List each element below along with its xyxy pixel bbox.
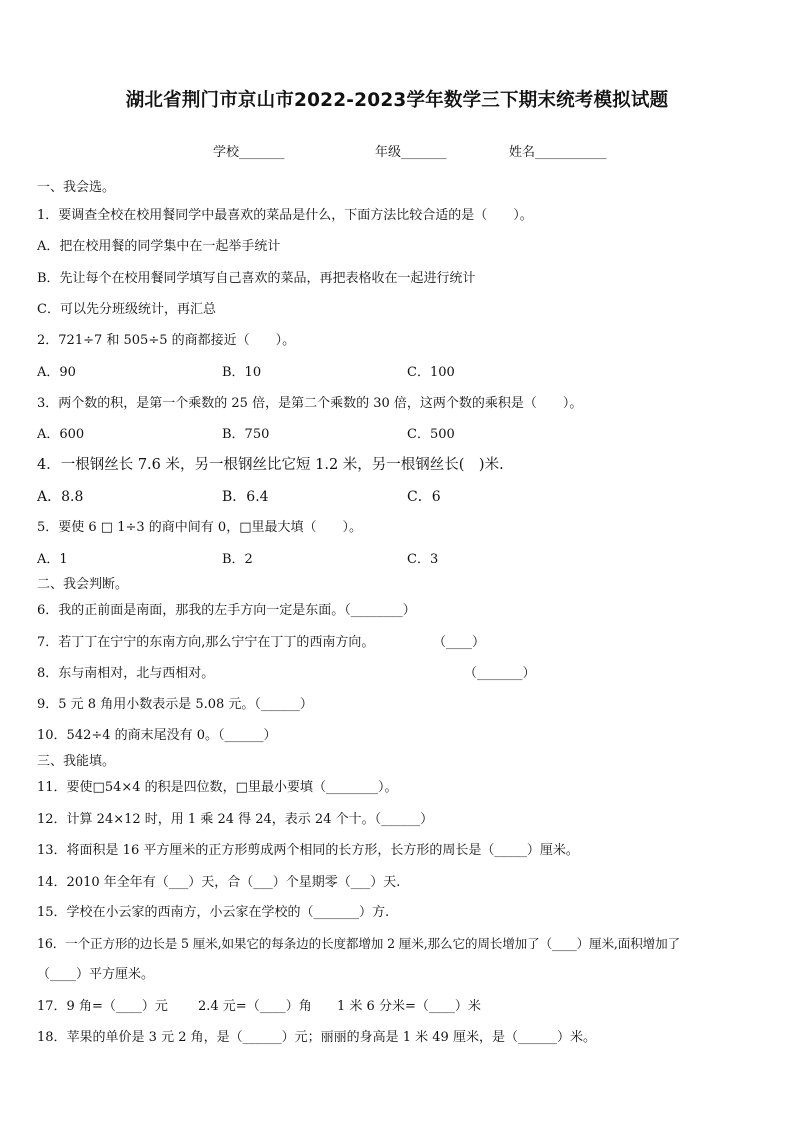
question-6: 6．我的正前面是南面，那我的左手方向一定是东面。（________）: [37, 603, 416, 618]
school-field: 学校_______: [213, 145, 285, 160]
question-16-line-1: 16．一个正方形的边长是 5 厘米,如果它的每条边的长度都增加 2 厘米,那么它的周长增加了（____）厘米,面积增加了: [37, 936, 680, 951]
question-17-part-3: 1 米 6 分米=（____）米: [337, 999, 481, 1014]
question-5-stem: 5．要使 6 □ 1÷3 的商中间有 0，□里最大填（ ）。: [37, 520, 362, 535]
question-11: 11．要使□54×4 的积是四位数，□里最小要填（________）。: [37, 780, 398, 795]
question-3-option-a: A．600: [37, 427, 85, 442]
question-4-option-c: C．6: [407, 489, 441, 505]
question-3-option-b: B．750: [222, 427, 270, 442]
grade-field: 年级_______: [375, 145, 447, 160]
question-14: 14．2010 年全年有（___）天，合（___）个星期零（___）天.: [37, 875, 401, 890]
question-18: 18．苹果的单价是 3 元 2 角，是（______）元；丽丽的身高是 1 米 49 厘米，是（______）米。: [37, 1030, 596, 1045]
question-15: 15．学校在小云家的西南方，小云家在学校的（_______）方.: [37, 905, 390, 920]
question-5-option-b: B．2: [222, 552, 253, 567]
question-4-option-b: B．6.4: [222, 489, 269, 505]
question-10: 10．542÷4 的商末尾没有 0。（______）: [37, 728, 277, 743]
question-1-option-b: B．先让每个在校用餐同学填写自己喜欢的菜品，再把表格收在一起进行统计: [37, 271, 476, 286]
question-1-stem: 1．要调查全校在校用餐同学中最喜欢的菜品是什么，下面方法比较合适的是（ ）。: [37, 208, 533, 223]
question-5-option-c: C．3: [407, 552, 439, 567]
question-2-option-a: A．90: [37, 365, 76, 380]
question-13: 13．将面积是 16 平方厘米的正方形剪成两个相同的长方形，长方形的周长是（_____）厘米。: [37, 843, 579, 858]
page-title: 湖北省荆门市京山市2022-2023学年数学三下期末统考模拟试题: [125, 90, 669, 111]
question-3-option-c: C．500: [407, 427, 455, 442]
question-12: 12．计算 24×12 时，用 1 乘 24 得 24，表示 24 个十。（______）: [37, 812, 434, 827]
question-4-option-a: A．8.8: [37, 489, 84, 505]
question-17-part-1: 17．9 角=（____）元: [37, 999, 168, 1014]
question-9: 9．5 元 8 角用小数表示是 5.08 元。（______）: [37, 697, 313, 712]
question-5-option-a: A．1: [37, 552, 68, 567]
section-heading-judge: 二、我会判断。: [37, 577, 129, 592]
question-1-option-c: C．可以先分班级统计，再汇总: [37, 302, 216, 317]
question-4-stem: 4．一根钢丝长 7.6 米，另一根钢丝比它短 1.2 米，另一根钢丝长( )米.: [37, 457, 504, 473]
question-1-option-a: A．把在校用餐的同学集中在一起举手统计: [37, 239, 281, 254]
question-2-option-c: C．100: [407, 365, 455, 380]
question-8: 8．东与南相对，北与西相对。: [37, 666, 215, 681]
section-heading-fill: 三、我能填。: [37, 754, 116, 769]
question-2-option-b: B．10: [222, 365, 262, 380]
question-3-stem: 3．两个数的积，是第一个乘数的 25 倍，是第二个乘数的 30 倍，这两个数的乘积是（ ）。: [37, 396, 583, 411]
question-7: 7．若丁丁在宁宁的东南方向,那么宁宁在丁丁的西南方向。: [37, 635, 375, 650]
question-8-answer-blank: （_______）: [464, 666, 536, 681]
question-2-stem: 2．721÷7 和 505÷5 的商都接近（ ）。: [37, 333, 296, 348]
question-7-answer-blank: （____）: [433, 635, 486, 650]
question-16-line-2: （____）平方厘米。: [37, 967, 155, 982]
question-17-part-2: 2.4 元=（____）角: [198, 999, 312, 1014]
name-field: 姓名___________: [509, 145, 607, 160]
section-heading-choice: 一、我会选。: [37, 180, 116, 195]
